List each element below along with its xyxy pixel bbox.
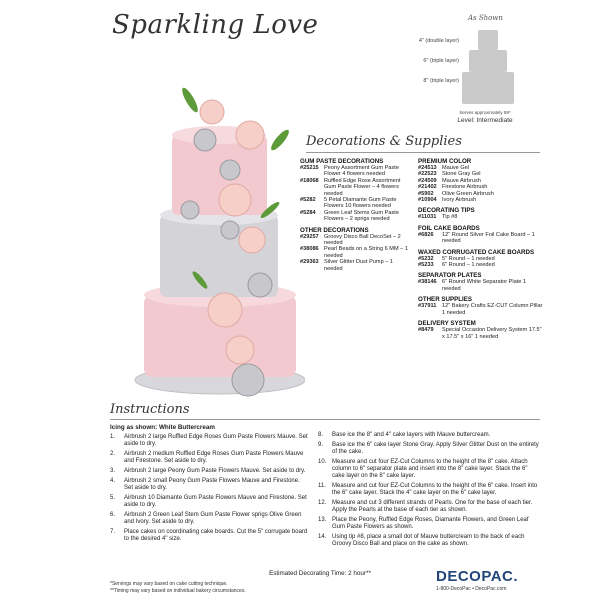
supply-item: #5902 Olive Green Airbrush	[418, 190, 494, 197]
steps-right	[318, 432, 540, 551]
supplies-column-right	[418, 158, 543, 344]
instruction-step: 12. Measure and cut 3 different strands of Pearls. One for the base of each tier. Apply the Pearls at the base of each tier as shown.	[318, 500, 533, 513]
instruction-step: 8. Base ice the 8" and 4" cake layers with Mauve buttercream.	[318, 432, 491, 438]
decorating-tips-group	[418, 207, 543, 220]
supplies-column-left	[300, 158, 413, 276]
supply-item: #5284 Green Leaf Stems Gum Paste Flowers – 2 sprigs needed	[300, 209, 399, 223]
tier-4-label: 4" (double layer)	[418, 38, 459, 44]
instructions-rule	[110, 419, 540, 420]
waxed-boards-group	[418, 249, 543, 269]
instruction-step: 2. Airbrush 2 medium Ruffled Edge Roses Gum Paste Flowers Mauve and Firestone. Set aside to dry.	[110, 451, 304, 464]
supply-item: #21402 Firestone Airbrush	[418, 184, 488, 191]
decorations-title: Decorations & Supplies	[306, 134, 462, 149]
gum-paste-group	[300, 158, 413, 223]
supply-item: #11031 Tip #8	[418, 214, 458, 221]
tier-6-label: 6" (triple layer)	[423, 58, 459, 64]
decorations-rule	[306, 152, 540, 153]
as-shown-label: As Shown	[468, 14, 503, 22]
supply-item: #24513 Mauve Gel	[418, 165, 470, 171]
supply-item: #18068 Ruffled Edge Rose Assortment Gum Paste Flower – 4 flowers needed	[300, 177, 401, 197]
supply-item: #6826 12" Round Silver Foil Cake Board – 1 needed	[418, 231, 535, 245]
instruction-step: 10. Measure and cut four EZ-Cut Columns to the height of the 8" cake. Attach column to 6" separator plate and insert into the 8" cake layer. Stack the 6" cake layer on the 8" cake layer.	[318, 459, 528, 479]
other-supplies-group	[418, 296, 543, 316]
separator-plates-group	[418, 272, 543, 292]
page-title: Sparkling Love	[112, 10, 319, 40]
supply-item: #5233 6" Round – 1 needed	[418, 262, 495, 269]
supply-item: #29363 Silver Glitter Dust Pump – 1 needed	[300, 259, 394, 272]
supply-item: #5232 5" Round – 1 needed	[418, 255, 495, 262]
instruction-step: 13. Place the Peony, Ruffled Edge Roses, Diamante Flowers, and Green Leaf Gum Paste Flowers as shown.	[318, 517, 529, 530]
tier-8-label: 8" (triple layer)	[423, 78, 459, 84]
premium-color-heading: PREMIUM COLOR	[418, 158, 472, 165]
supply-item: #29257 Groovy Disco Ball DecoSet – 2 needed	[300, 233, 401, 247]
decopac-logo: DECOPAC.	[436, 568, 519, 585]
supply-item: #24509 Mauve Airbrush	[418, 177, 481, 184]
instructions-title: Instructions	[110, 402, 190, 417]
gum-paste-heading: GUM PASTE DECORATIONS	[300, 158, 384, 165]
contact-info: 1-800-DecoPac • DecoPac.com	[436, 586, 507, 592]
instruction-step: 7. Place cakes on coordinating cake boards. Cut the 5" corrugate board to the desired 4" size.	[110, 529, 308, 542]
instruction-step: 4. Airbrush 2 small Peony Gum Paste Flowers Mauve and Firestone. Set aside to dry.	[110, 478, 300, 491]
waxed-boards-heading: WAXED CORRUGATED CAKE BOARDS	[418, 248, 535, 256]
foil-boards-heading: FOIL CAKE BOARDS	[418, 224, 480, 232]
cake-image	[130, 80, 305, 400]
supply-item: #5282 5 Petal Diamante Gum Paste Flowers 10 flowers needed	[300, 197, 397, 210]
other-decorations-heading: OTHER DECORATIONS	[300, 226, 369, 234]
instruction-step: 5. Airbrush 10 Diamante Gum Paste Flowers Mauve and Firestone. Set aside to dry.	[110, 495, 307, 508]
supply-item: #38086 Pearl Beads on a String 6 MM – 1 needed	[300, 246, 408, 259]
level-text: Level: Intermediate	[457, 117, 513, 124]
tier-4-shape	[478, 30, 498, 50]
other-decorations-group	[300, 227, 413, 272]
tier-8-shape	[462, 72, 514, 104]
delivery-system-group	[418, 320, 543, 340]
supply-item: #22523 Stone Gray Gel	[418, 171, 481, 178]
other-supplies-heading: OTHER SUPPLIES	[418, 296, 472, 304]
servings-text: Serves approximately 59*	[459, 110, 511, 115]
supply-item: #38146 6" Round White Separator Plate 1 needed	[418, 279, 527, 292]
instruction-step: 6. Airbrush 2 Green Leaf Stem Gum Paste Flower sprigs Olive Green and Ivory. Set aside to dry.	[110, 512, 302, 525]
footnote-timing: **Timing may vary based on individual bakery circumstances.	[110, 588, 246, 594]
tier-6-shape	[469, 50, 507, 72]
supply-item: #25215 Peony Assortment Gum Paste Flower 4 flowers needed	[300, 165, 399, 178]
footnote-servings: *Servings may vary based on cake cutting technique.	[110, 581, 228, 587]
supply-item: #37911 12" Bakery Crafts EZ-CUT Column Pillar 1 needed	[418, 303, 543, 316]
estimated-time: Estimated Decorating Time: 2 hour**	[269, 570, 371, 577]
premium-color-group	[418, 158, 543, 203]
instruction-step: 11. Measure and cut four EZ-Cut Columns to the height of the 6" cake. Insert into the 6" cake layer. Stack the 4" cake layer on the 6" cake layer.	[318, 483, 538, 496]
delivery-system-heading: DELIVERY SYSTEM	[418, 320, 476, 328]
supply-item: #8479 Special Occasion Delivery System 17.5" x 17.5" x 16" 1 needed	[418, 327, 542, 340]
instruction-step: 3. Airbrush 2 large Peony Gum Paste Flowers Mauve. Set aside to dry.	[110, 468, 306, 474]
foil-boards-group	[418, 225, 543, 245]
supply-item: #10904 Ivory Airbrush	[418, 197, 477, 204]
icing-note: Icing as shown: White Buttercream	[110, 424, 215, 431]
decorating-tips-heading: DECORATING TIPS	[418, 207, 475, 215]
steps-left	[110, 434, 310, 546]
separator-plates-heading: SEPARATOR PLATES	[418, 272, 482, 280]
instruction-step: 9. Base ice the 6" cake layer Stone Gray. Apply Silver Glitter Dust on the entirety of the cake.	[318, 442, 539, 455]
instruction-step: 1. Airbrush 2 large Ruffled Edge Roses Gum Paste Flowers Mauve. Set aside to dry.	[110, 434, 308, 447]
instruction-step: 14. Using tip #8, place a small dot of Mauve buttercream to the back of each Groovy Disco Ball and place on the cake as shown.	[318, 534, 525, 547]
